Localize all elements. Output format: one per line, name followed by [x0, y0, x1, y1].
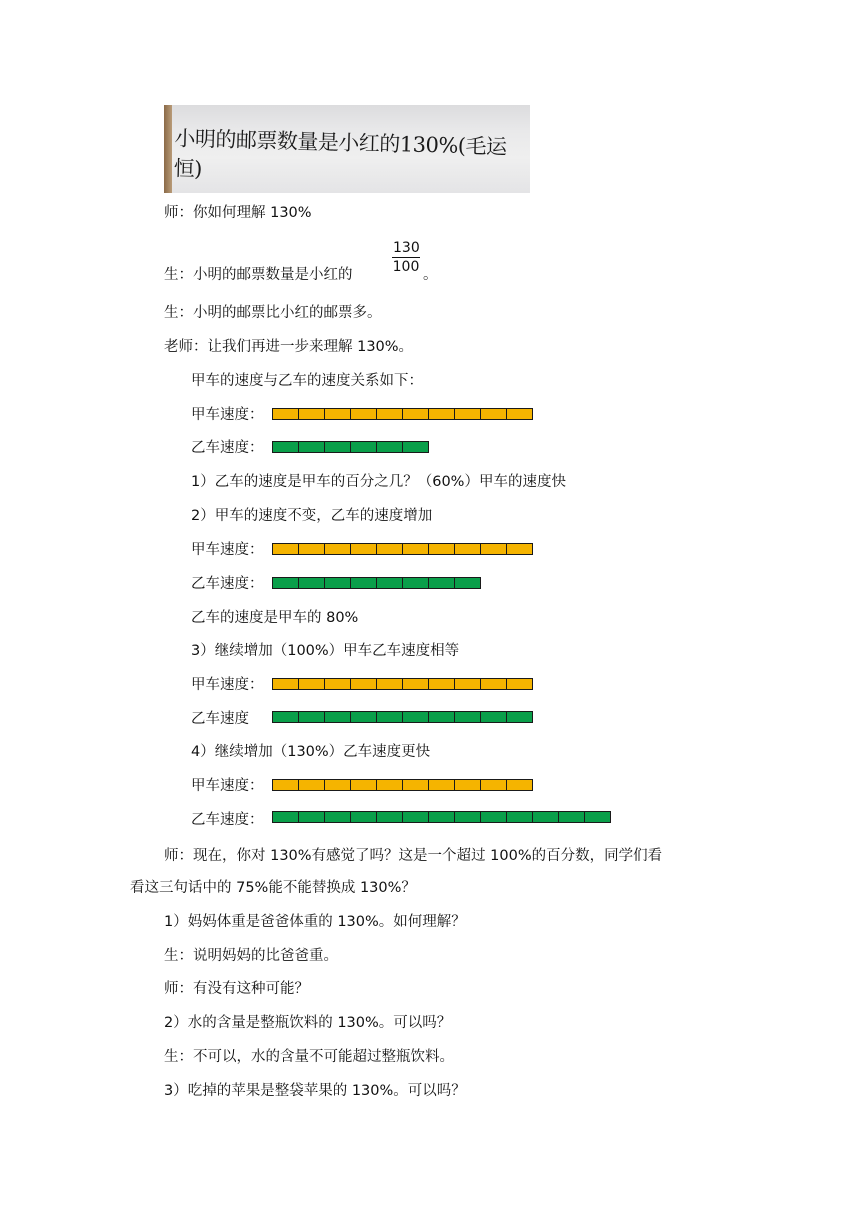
result-80: 乙车的速度是甲车的 80%: [191, 610, 359, 626]
bar-segment: [506, 408, 533, 420]
bar-segment: [428, 711, 455, 723]
speed-bar-car-b: [272, 577, 480, 589]
bar-segment: [428, 577, 455, 589]
question-4: 4）继续增加（130%）乙车速度更快: [191, 744, 431, 760]
bar-segment: [298, 811, 325, 823]
bar-segment: [350, 711, 377, 723]
label-car-a: 甲车速度：: [191, 407, 264, 423]
student-reply-2: 生：不可以，水的含量不可能超过整瓶饮料。: [164, 1049, 454, 1065]
bar-segment: [376, 577, 403, 589]
bar-segment: [298, 711, 325, 723]
bar-segment: [506, 711, 533, 723]
bar-segment: [298, 577, 325, 589]
bar-segment: [402, 711, 429, 723]
handwritten-text: 小明的邮票数量是小红的130%(毛运恒): [173, 126, 507, 182]
bar-segment: [506, 811, 533, 823]
bar-segment: [454, 678, 481, 690]
fraction-130-over-100: [392, 240, 420, 275]
speed-bar-car-a: [272, 408, 532, 420]
bar-segment: [480, 779, 507, 791]
sentence-1: 1）妈妈体重是爸爸体重的 130%。如何理解？: [164, 914, 466, 930]
bar-segment: [272, 408, 299, 420]
bar-segment: [272, 577, 299, 589]
bar-segment: [350, 779, 377, 791]
question-1: 1）乙车的速度是甲车的百分之几？（60%）甲车的速度快: [191, 474, 566, 490]
speed-bar-car-a: [272, 678, 532, 690]
bar-segment: [376, 408, 403, 420]
question-3: 3）继续增加（100%）甲车乙车速度相等: [191, 643, 460, 659]
label-car-b: 乙车速度：: [191, 812, 264, 828]
bar-segment: [454, 408, 481, 420]
bar-segment: [376, 678, 403, 690]
bar-segment: [428, 779, 455, 791]
bar-segment: [584, 811, 611, 823]
handwritten-photo: [164, 105, 530, 193]
bar-segment: [324, 577, 351, 589]
teacher-question: 师：你如何理解 130%: [164, 205, 312, 221]
bar-segment: [272, 543, 299, 555]
bar-segment: [350, 811, 377, 823]
sentence-3: 3）吃掉的苹果是整袋苹果的 130%。可以吗？: [164, 1083, 466, 1099]
label-car-b: 乙车速度: [191, 711, 249, 727]
bar-segment: [480, 711, 507, 723]
bar-segment: [532, 811, 559, 823]
bar-segment: [506, 678, 533, 690]
bar-segment: [298, 779, 325, 791]
speed-bar-car-b: [272, 441, 428, 453]
student-answer-fraction: [164, 265, 353, 285]
bar-segment: [350, 678, 377, 690]
bar-segment: [272, 811, 299, 823]
student-reply-1: 生：说明妈妈的比爸爸重。: [164, 948, 338, 964]
bar-segment: [376, 779, 403, 791]
bar-segment: [402, 811, 429, 823]
answer-suffix: 。: [423, 267, 438, 283]
bar-segment: [480, 811, 507, 823]
bar-segment: [454, 543, 481, 555]
teacher-paragraph-line2: 看这三句话中的 75%能不能替换成 130%？: [130, 880, 416, 896]
speed-bar-car-b: [272, 711, 532, 723]
bar-segment: [428, 408, 455, 420]
bar-segment: [376, 711, 403, 723]
bar-segment: [558, 811, 585, 823]
bar-segment: [402, 678, 429, 690]
bar-segment: [298, 408, 325, 420]
sentence-2: 2）水的含量是整瓶饮料的 130%。可以吗？: [164, 1015, 452, 1031]
bar-segment: [350, 441, 377, 453]
bar-segment: [324, 779, 351, 791]
bar-segment: [428, 678, 455, 690]
label-car-a: 甲车速度：: [191, 677, 264, 693]
bar-segment: [376, 543, 403, 555]
label-car-b: 乙车速度：: [191, 440, 264, 456]
fraction-numerator: 130: [393, 240, 420, 256]
bar-segment: [298, 678, 325, 690]
bar-segment: [324, 678, 351, 690]
bar-segment: [324, 711, 351, 723]
bar-segment: [272, 441, 299, 453]
bar-segment: [454, 779, 481, 791]
label-car-a: 甲车速度：: [191, 542, 264, 558]
bar-segment: [402, 779, 429, 791]
question-2: 2）甲车的速度不变，乙车的速度增加: [191, 508, 433, 524]
bar-segment: [324, 408, 351, 420]
speed-bar-car-b: [272, 811, 610, 823]
bar-segment: [454, 711, 481, 723]
bar-segment: [298, 441, 325, 453]
bar-segment: [272, 779, 299, 791]
photo-edge: [164, 105, 172, 193]
bar-segment: [324, 543, 351, 555]
bar-segment: [402, 577, 429, 589]
bar-segment: [402, 408, 429, 420]
bar-segment: [350, 408, 377, 420]
bar-segment: [272, 711, 299, 723]
teacher-reply: 师：有没有这种可能？: [164, 981, 309, 997]
bar-segment: [376, 811, 403, 823]
bar-segment: [272, 678, 299, 690]
bar-segment: [480, 408, 507, 420]
speed-bar-car-a: [272, 779, 532, 791]
fraction-denominator: 100: [392, 259, 420, 275]
bar-segment: [480, 678, 507, 690]
bar-segment: [324, 811, 351, 823]
bar-segment: [376, 441, 403, 453]
label-car-a: 甲车速度：: [191, 778, 264, 794]
bar-segment: [350, 577, 377, 589]
bar-segment: [298, 543, 325, 555]
bar-segment: [402, 441, 429, 453]
bar-segment: [428, 543, 455, 555]
teacher-further: 老师：让我们再进一步来理解 130%。: [164, 339, 414, 355]
bar-segment: [428, 811, 455, 823]
answer-prefix: 生：小明的邮票数量是小红的: [164, 267, 353, 283]
speed-bar-car-a: [272, 543, 532, 555]
speed-intro: 甲车的速度与乙车的速度关系如下：: [191, 373, 423, 389]
bar-segment: [324, 441, 351, 453]
bar-segment: [350, 543, 377, 555]
label-car-b: 乙车速度：: [191, 576, 264, 592]
bar-segment: [454, 577, 481, 589]
bar-segment: [454, 811, 481, 823]
bar-segment: [402, 543, 429, 555]
teacher-paragraph-line1: 师：现在，你对 130%有感觉了吗？这是一个超过 100%的百分数，同学们看: [164, 848, 663, 864]
student-answer-more: 生：小明的邮票比小红的邮票多。: [164, 305, 382, 321]
bar-segment: [506, 543, 533, 555]
bar-segment: [506, 779, 533, 791]
bar-segment: [480, 543, 507, 555]
